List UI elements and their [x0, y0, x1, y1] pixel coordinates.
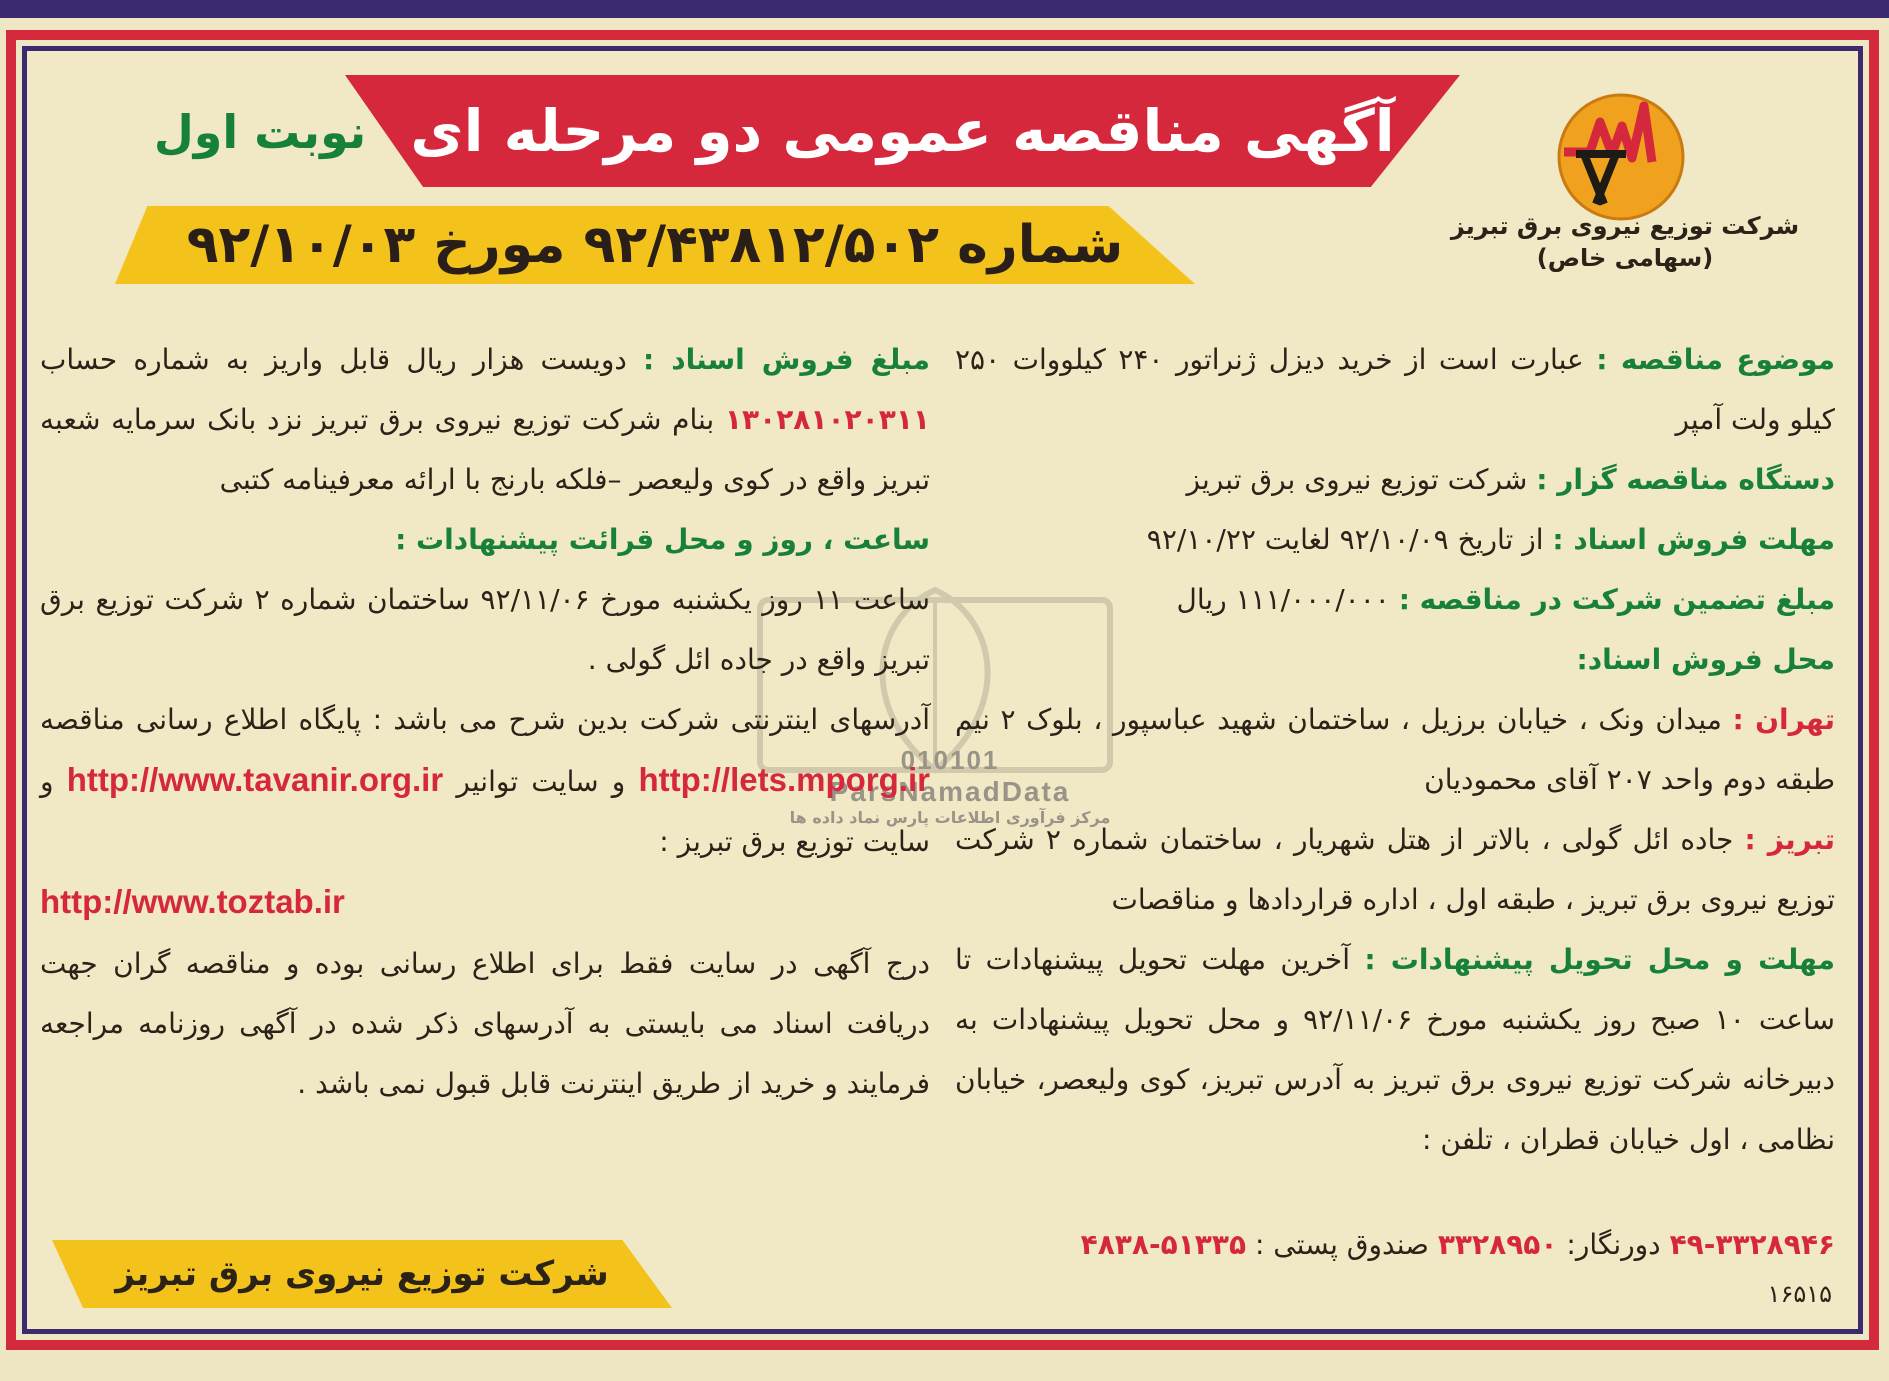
watermark-digits: 010101	[900, 745, 1000, 775]
opening-text: ساعت ۱۱ روز یکشنبه مورخ ۹۲/۱۱/۰۶ ساختمان شماره ۲ شرکت توزیع برق تبریز واقع در جاده ائل گولی .	[40, 583, 931, 676]
tabriz-row	[955, 810, 1835, 930]
company-logo-icon	[1556, 92, 1686, 222]
top-border-line	[0, 0, 1889, 18]
fee-label: مبلغ فروش اسناد :	[643, 343, 930, 376]
internet-text-2: و سایت توانیر	[456, 765, 626, 798]
subject-text: عبارت است از خرید دیزل ژنراتور ۲۴۰ کیلووات ۲۵۰ کیلو ولت آمپر	[955, 343, 1835, 436]
place-row	[955, 630, 1835, 690]
url-toztab-link[interactable]: http://www.toztab.ir	[40, 883, 345, 920]
account-number: ۱۳۰۲۸۱۰۲۰۳۱۱	[724, 403, 930, 436]
watermark-subtext: مرکز فرآوری اطلاعات پارس نماد داده ها	[789, 808, 1111, 827]
tehran-text: میدان ونک ، خیابان برزیل ، ساختمان شهید عباسپور ، بلوک ۲ نیم طبقه دوم واحد ۲۰۷ آقای محمودیان	[955, 703, 1835, 796]
subject-row	[955, 330, 1835, 450]
internet-text-3: و سایت توزیع برق تبریز :	[40, 765, 930, 858]
delivery-label: مهلت و محل تحویل پیشنهادات :	[1364, 943, 1835, 976]
delivery-row	[955, 930, 1835, 1170]
watermark-brand: ParsNamadData	[829, 776, 1071, 807]
subject-label: موضوع مناقصه :	[1596, 343, 1835, 376]
company-name: شرکت توزیع نیروی برق تبریز	[1450, 212, 1800, 240]
place-label: محل فروش اسناد:	[1576, 643, 1835, 676]
company-block	[1450, 210, 1800, 274]
authority-label: دستگاه مناقصه گزار :	[1536, 463, 1835, 496]
ad-code: ۱۶۵۱۵	[1767, 1280, 1832, 1308]
contact-line	[955, 1228, 1835, 1261]
tabriz-text: جاده ائل گولی ، بالاتر از هتل شهریار ، ساختمان شماره ۲ شرکت توزیع نیروی برق تبریز ، طبقه اول ، اداره قراردادها و مناقصات	[955, 823, 1835, 916]
deadline-row	[955, 510, 1835, 570]
url-tavanir-link[interactable]: http://www.tavanir.org.ir	[66, 761, 444, 798]
url-lets-link[interactable]: http://lets.mporg.ir	[638, 761, 930, 798]
internet-row	[40, 690, 930, 872]
authority-text: شرکت توزیع نیروی برق تبریز	[1186, 463, 1528, 496]
guarantee-text: ۱۱۱/۰۰۰/۰۰۰ ریال	[1176, 583, 1390, 616]
opening-label-row	[40, 510, 930, 570]
deadline-text: از تاریخ ۹۲/۱۰/۰۹ لغایت ۹۲/۱۰/۲۲	[1146, 523, 1544, 556]
note-row	[40, 934, 930, 1114]
deadline-label: مهلت فروش اسناد :	[1552, 523, 1835, 556]
pobox-number: ۵۱۳۳۵-۴۸۳۸	[1080, 1228, 1247, 1261]
page-title: آگهی مناقصه عمومی دو مرحله ای	[410, 97, 1395, 165]
guarantee-row	[955, 570, 1835, 630]
opening-row	[40, 570, 930, 690]
fee-row	[40, 330, 930, 510]
fax-number: ۳۳۲۸۹۵۰	[1437, 1228, 1558, 1261]
authority-row	[955, 450, 1835, 510]
internet-text-1: آدرسهای اینترنتی شرکت بدین شرح می باشد : پایگاه اطلاع رسانی مناقصه	[40, 703, 930, 736]
company-type: (سهامی خاص)	[1536, 244, 1714, 272]
tender-number: شماره ۹۲/۴۳۸۱۲/۵۰۲ مورخ ۹۲/۱۰/۰۳	[186, 215, 1124, 275]
pobox-label: صندوق پستی :	[1254, 1228, 1429, 1261]
tehran-label: تهران :	[1732, 703, 1836, 736]
opening-label: ساعت ، روز و محل قرائت پیشنهادات :	[395, 523, 930, 556]
tabriz-label: تبریز :	[1744, 823, 1835, 856]
note-text: درج آگهی در سایت فقط برای اطلاع رسانی بوده و مناقصه گران جهت دریافت اسناد می بایستی به آدرسهای ذکر شده در آگهی روزنامه مراجعه فرمایند و خرید از طریق اینترنت قابل قبول نمی باشد .	[40, 947, 930, 1100]
right-column	[955, 330, 1835, 1170]
fax-label: دورنگار:	[1566, 1228, 1661, 1261]
tehran-row	[955, 690, 1835, 810]
round-label: نوبت اول	[153, 105, 367, 159]
guarantee-label: مبلغ تضمین شرکت در مناقصه :	[1398, 583, 1835, 616]
delivery-text: آخرین مهلت تحویل پیشنهادات تا ساعت ۱۰ صبح روز یکشنبه مورخ ۹۲/۱۱/۰۶ و محل تحویل پیشنهادات به دبیرخانه شرکت توزیع نیروی برق تبریز به آدرس تبریز، کوی ولیعصر، خیابان نظامی ، اول خیابان قطران ، تلفن :	[955, 943, 1836, 1156]
left-column	[40, 330, 930, 1114]
footer-company: شرکت توزیع نیروی برق تبریز	[115, 1254, 609, 1294]
fee-text-1: دویست هزار ریال قابل واریز به شماره حساب	[40, 343, 627, 376]
url-toztab-row	[40, 872, 930, 934]
fee-text-2: بنام شرکت توزیع نیروی برق تبریز نزد بانک سرمایه شعبه تبریز واقع در کوی ولیعصر –فلکه بارنج با ارائه معرفینامه کتبی	[40, 403, 930, 496]
phone-number: ۴۹-۳۳۲۸۹۴۶	[1669, 1228, 1835, 1261]
